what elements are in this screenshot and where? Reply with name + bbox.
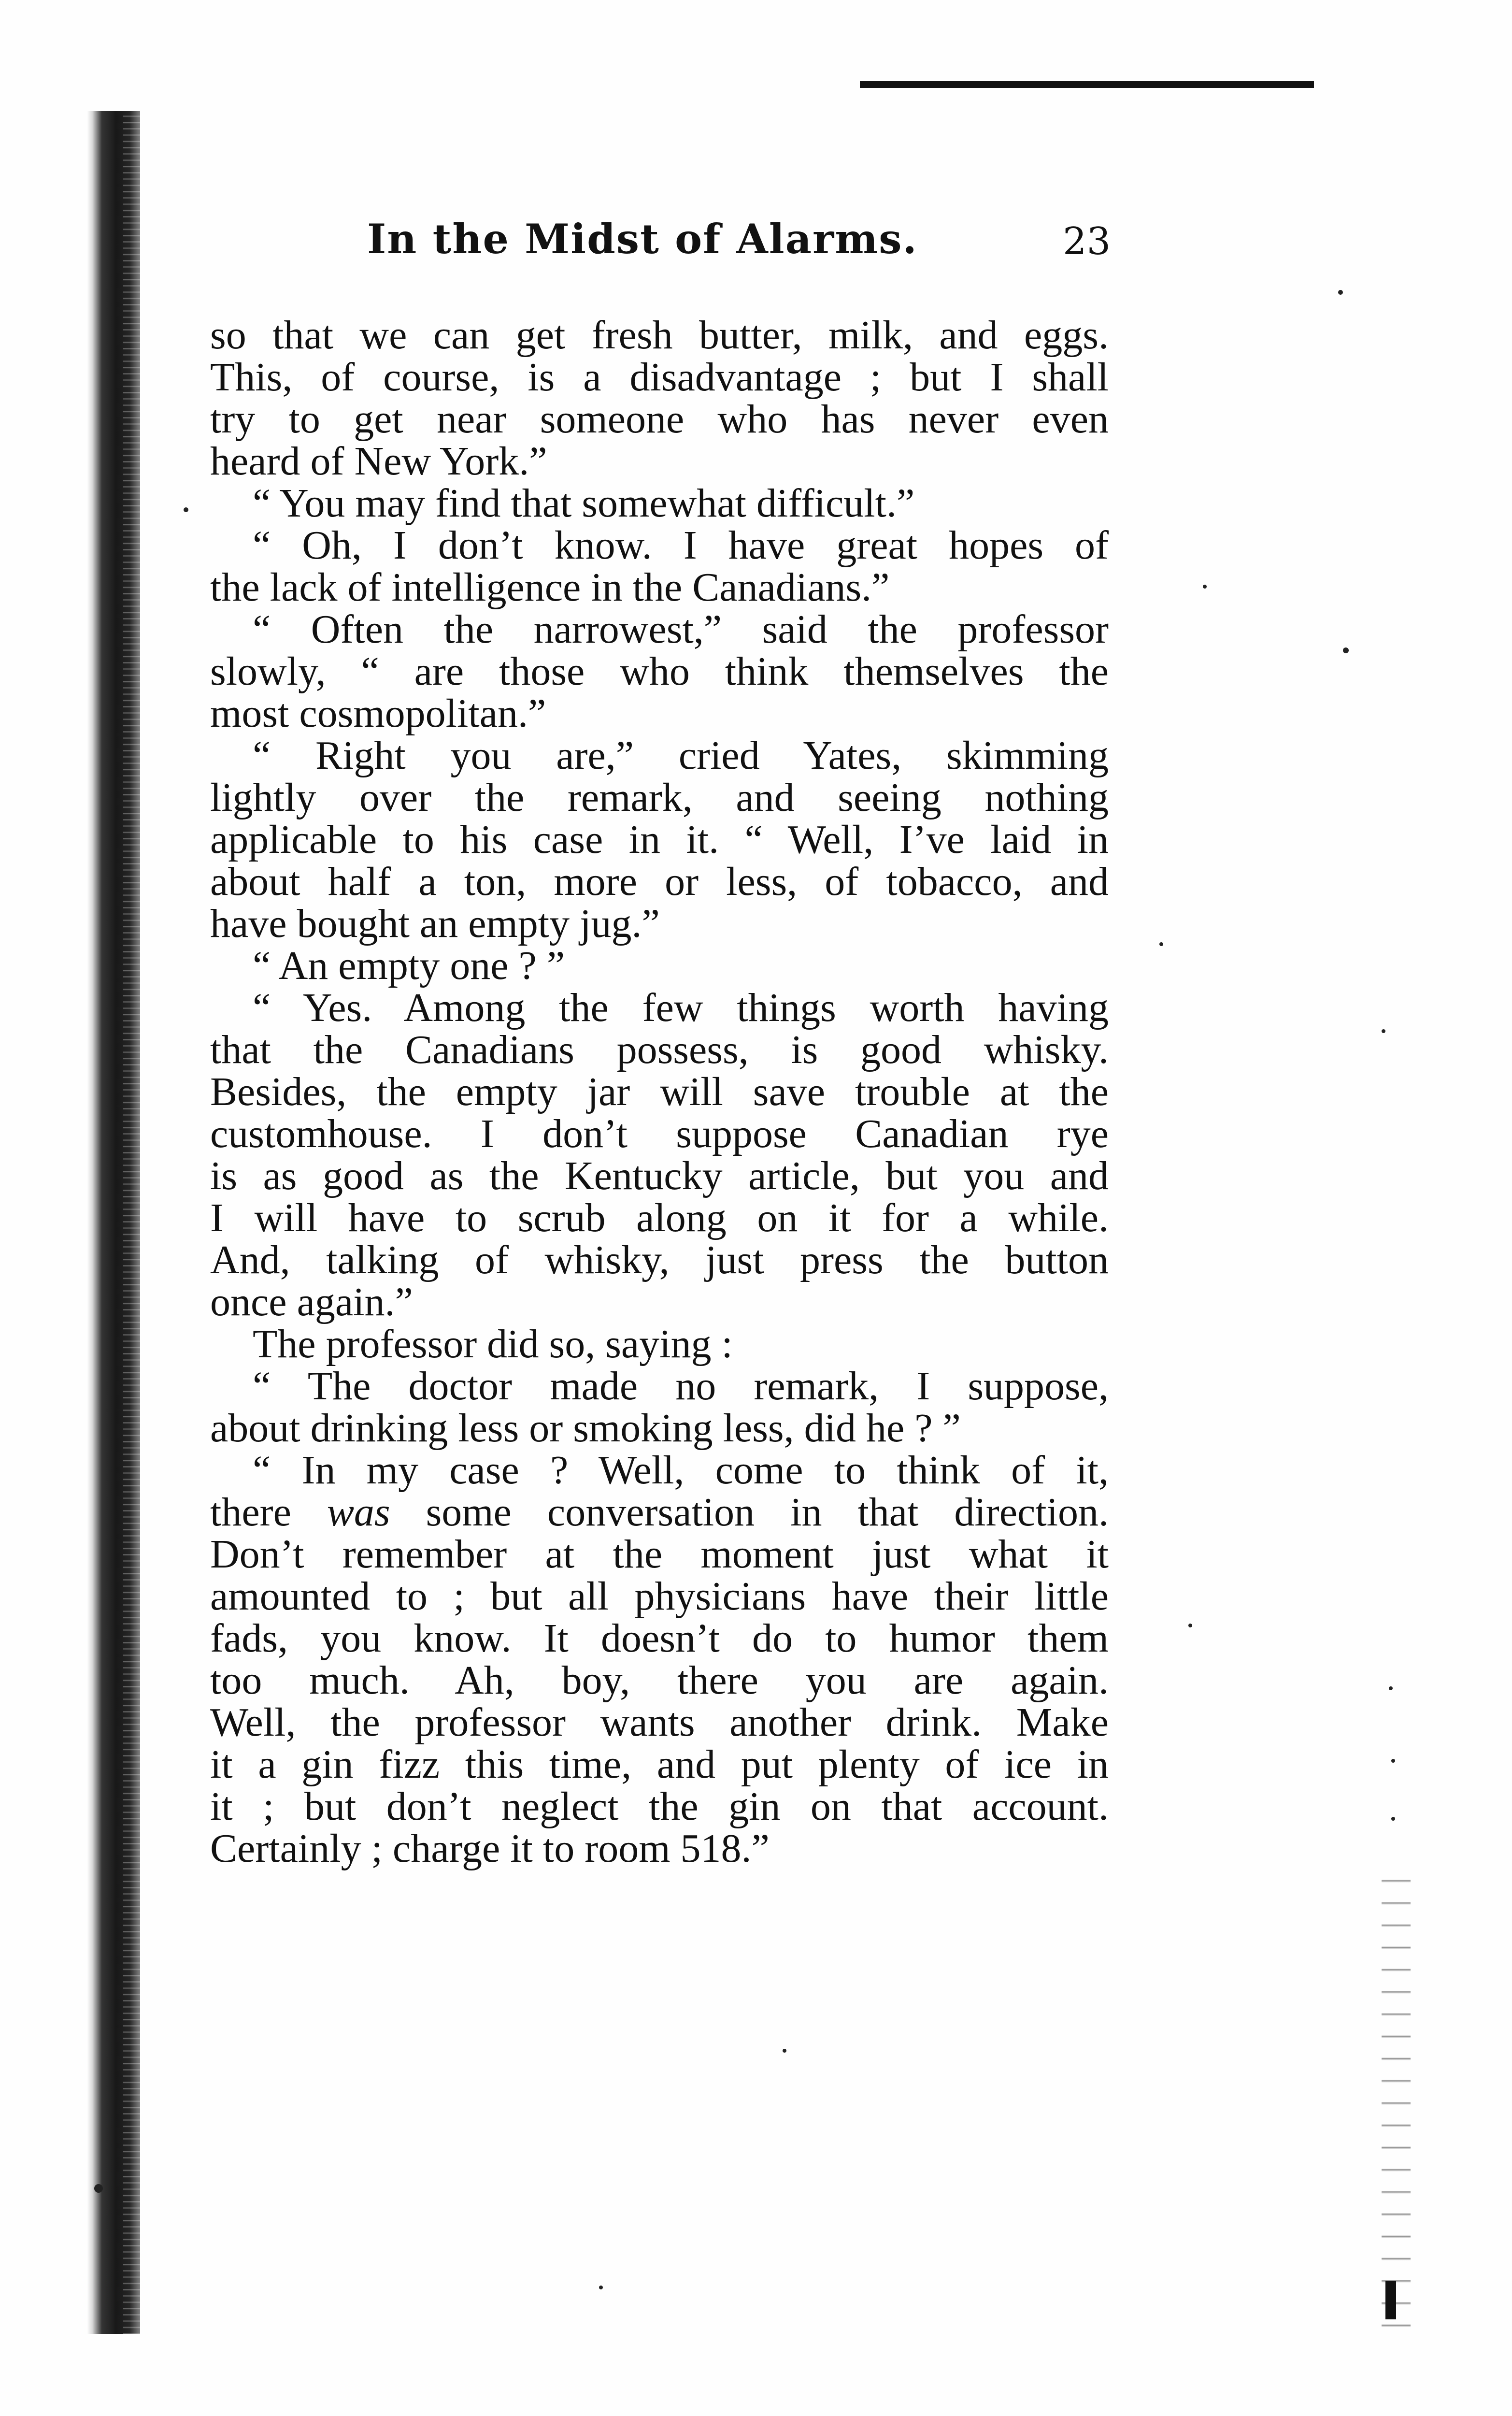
text-line: slowly, “ are those who think themselves the	[210, 649, 1109, 694]
text-line: so that we can get fresh butter, milk, and eggs.	[210, 313, 1109, 358]
text-line: The professor did so, saying :	[253, 1322, 733, 1366]
text-line: the lack of intelligence in the Canadians.”	[210, 565, 890, 610]
text-line: “ The doctor made no remark, I suppose,	[253, 1364, 1109, 1409]
scan-speck	[1188, 1624, 1192, 1627]
scan-speck	[1391, 1759, 1395, 1763]
text-line: “ An empty one ? ”	[253, 943, 565, 988]
text-line: lightly over the remark, and seeing nothing	[210, 775, 1109, 820]
text-line-with-italic	[210, 1491, 1109, 1533]
text-line: Besides, the empty jar will save trouble at the	[210, 1069, 1109, 1114]
scan-speck	[1159, 942, 1163, 946]
text-line: This, of course, is a disadvantage ; but I shall	[210, 355, 1109, 400]
text-line: “ In my case ? Well, come to think of it,	[253, 1448, 1109, 1493]
text-line: heard of New York.”	[210, 439, 547, 484]
scan-speck	[1338, 290, 1343, 295]
text-fragment: there	[210, 1490, 327, 1535]
scan-speck	[94, 2184, 103, 2193]
text-line: once again.”	[210, 1280, 413, 1324]
scan-speck	[599, 2286, 603, 2289]
text-fragment: some conversation in that direction.	[390, 1490, 1109, 1535]
scan-speck	[184, 507, 188, 512]
margin-noise	[1385, 2281, 1396, 2319]
text-line: it ; but don’t neglect the gin on that account.	[210, 1784, 1109, 1829]
top-rule	[860, 81, 1314, 88]
text-line: it a gin fizz this time, and put plenty of ice in	[210, 1742, 1109, 1787]
running-head	[367, 215, 1188, 273]
italic-word: was	[327, 1490, 390, 1535]
text-line: amounted to ; but all physicians have their little	[210, 1574, 1109, 1619]
text-line: have bought an empty jug.”	[210, 901, 660, 946]
text-line: about drinking less or smoking less, did he ? ”	[210, 1406, 961, 1451]
text-line: too much. Ah, boy, there you are again.	[210, 1658, 1109, 1703]
scan-speck	[1203, 585, 1207, 589]
text-line: “ Oh, I don’t know. I have great hopes of	[253, 523, 1109, 568]
text-line: I will have to scrub along on it for a while.	[210, 1195, 1109, 1240]
text-line: customhouse. I don’t suppose Canadian rye	[210, 1111, 1109, 1156]
text-line: about half a ton, more or less, of tobacco, and	[210, 859, 1109, 904]
text-line: fads, you know. It doesn’t do to humor them	[210, 1616, 1109, 1661]
margin-noise	[1382, 1860, 1411, 2344]
scan-speck	[1343, 647, 1349, 653]
text-line: applicable to his case in it. “ Well, I’ve laid in	[210, 817, 1109, 862]
scan-speck	[783, 2049, 786, 2053]
scan-speck	[1391, 1817, 1395, 1821]
text-line: Certainly ; charge it to room 518.”	[210, 1826, 770, 1871]
scan-speck	[1382, 1029, 1385, 1033]
text-line: And, talking of whisky, just press the button	[210, 1237, 1109, 1282]
text-line: try to get near someone who has never even	[210, 397, 1109, 442]
binding-shadow	[123, 111, 147, 2334]
text-line: is as good as the Kentucky article, but you and	[210, 1153, 1109, 1198]
text-line: most cosmopolitan.”	[210, 691, 546, 736]
text-line: Don’t remember at the moment just what it	[210, 1532, 1109, 1577]
text-line: “ Right you are,” cried Yates, skimming	[253, 733, 1109, 778]
body-text	[210, 314, 1109, 1870]
page-number: 23	[1063, 220, 1111, 263]
running-title: In the Midst of Alarms.	[367, 215, 918, 263]
scan-speck	[1389, 1686, 1393, 1690]
text-line: “ You may find that somewhat difficult.”	[253, 481, 915, 526]
text-line: “ Often the narrowest,” said the professor	[253, 607, 1109, 652]
text-line: that the Canadians possess, is good whisky.	[210, 1027, 1109, 1072]
text-line: “ Yes. Among the few things worth having	[253, 985, 1109, 1030]
text-line: Well, the professor wants another drink. Make	[210, 1700, 1109, 1745]
